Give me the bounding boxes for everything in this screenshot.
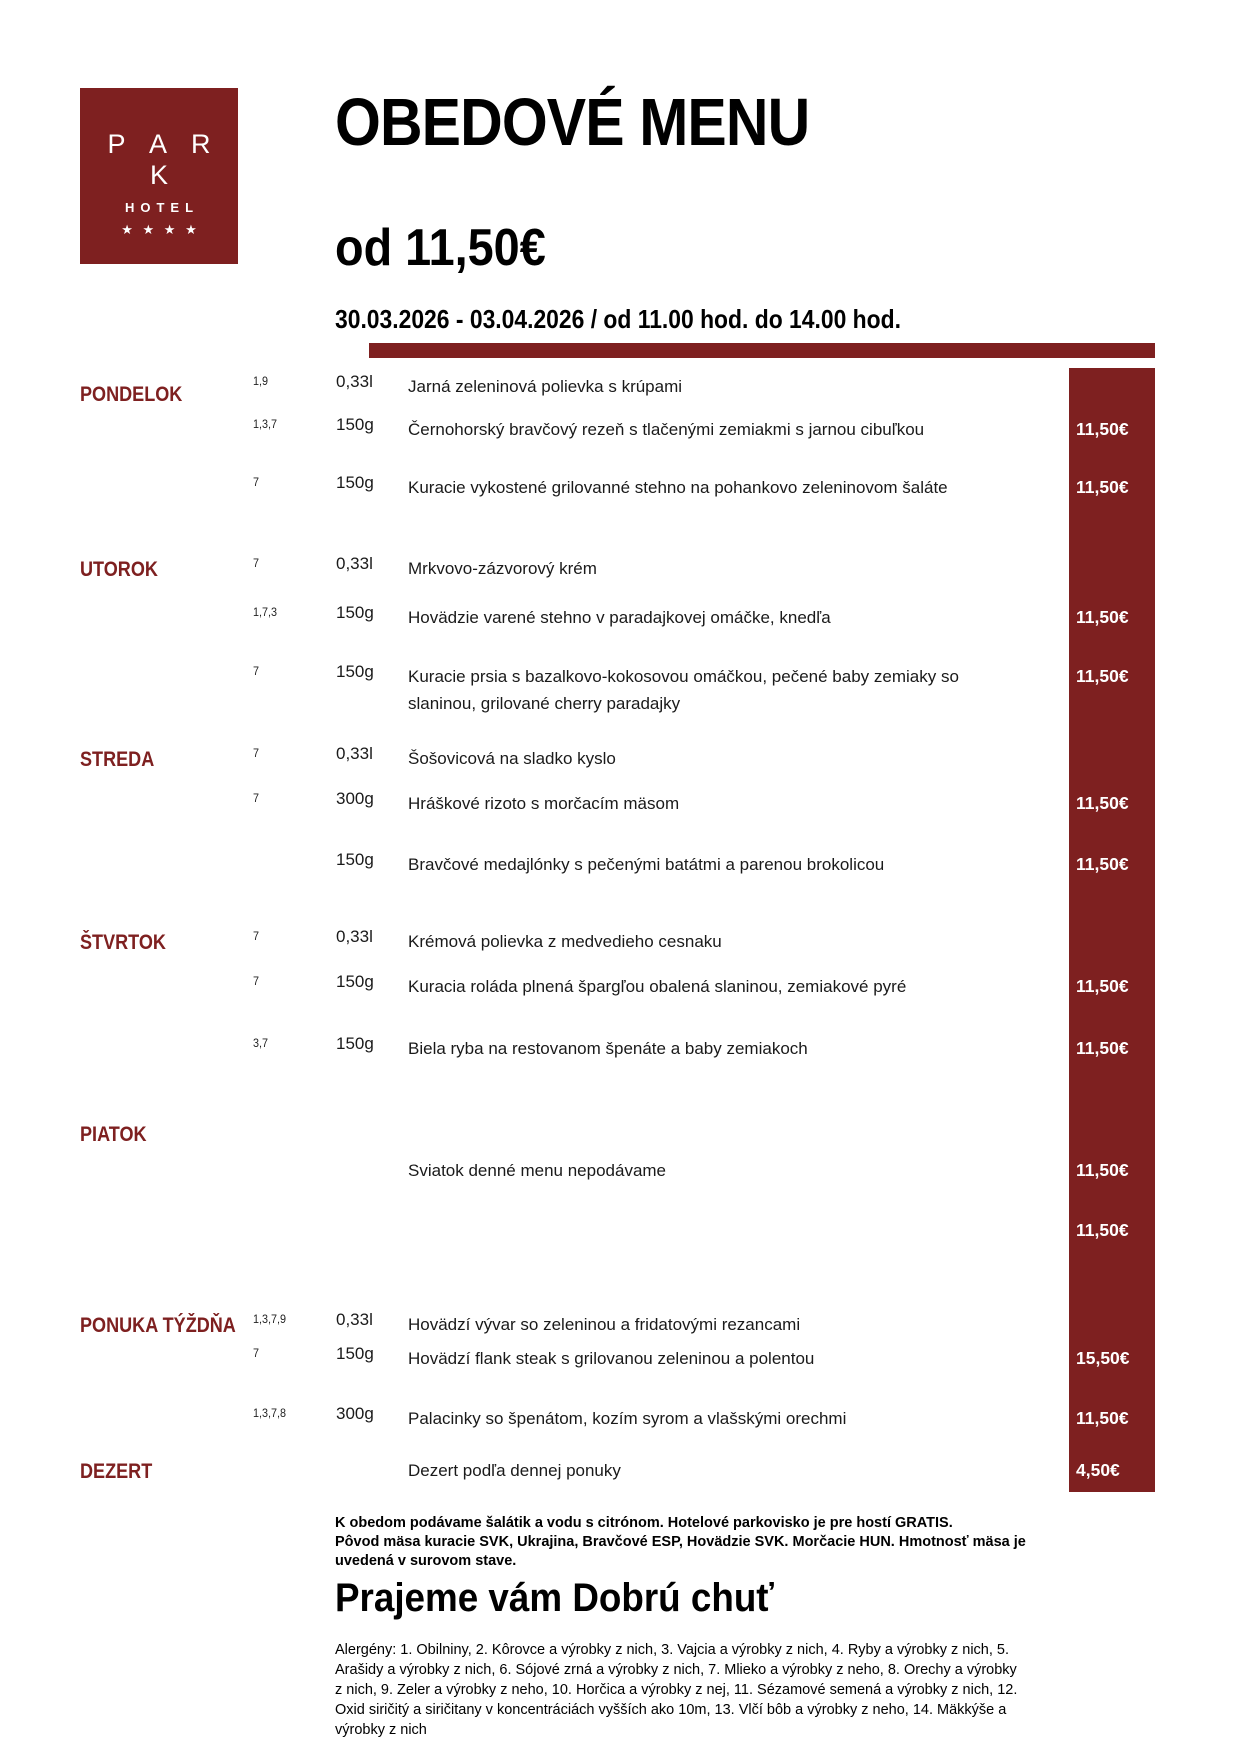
dish-description: Kuracie vykostené grilovanné stehno na pohankovo zeleninovom šaláte	[408, 478, 948, 497]
dish-price: 11,50€	[1076, 1220, 1129, 1240]
dish-price: 11,50€	[1076, 793, 1129, 813]
day-label: UTOROK	[80, 558, 158, 581]
page-title: OBEDOVÉ MENU	[335, 85, 810, 160]
allergen-codes: 7	[253, 746, 260, 760]
portion-size: 300g	[336, 789, 374, 808]
portion-size: 150g	[336, 972, 374, 991]
dish-description: Hráškové rizoto s morčacím mäsom	[408, 794, 680, 813]
portion-size: 0,33l	[336, 372, 373, 391]
portion-size: 150g	[336, 662, 374, 681]
allergen-codes: 3,7	[253, 1036, 269, 1050]
dish-price: 11,50€	[1076, 1160, 1129, 1180]
dish-description: Palacinky so špenátom, kozím syrom a vlašskými orechmi	[408, 1409, 847, 1428]
day-label: DEZERT	[80, 1460, 153, 1483]
allergen-legend: Alergény: 1. Obilniny, 2. Kôrovce a výrobky z nich, 3. Vajcia a výrobky z nich, 4. Ryby a výrobky z nich, 5. Arašidy a výrobky z nich, 6. Sójové zrná a výrobky z nich, 7. Mlieko a výrobky z neho, 8. Orechy a výrobky z nich, 9. Zeler a výrobky z neho, 10. Horčica a výrobky z nej, 11. Sézamové semená a výrobky z nich, 12. Oxid siričitý a siričitany v koncentráciách vyšších ako 10m, 13. Vlčí bôb a výrobky z neho, 14. Mäkkýše a výrobky z nich	[335, 1642, 1018, 1738]
dish-description: Černohorský bravčový rezeň s tlačenými zemiakmi s jarnou cibuľkou	[408, 420, 925, 439]
portion-size: 150g	[336, 415, 374, 434]
allergen-codes: 1,7,3	[253, 605, 278, 619]
price-from-subtitle: od 11,50€	[335, 219, 546, 277]
dish-price: 11,50€	[1076, 607, 1129, 627]
portion-size: 150g	[336, 1034, 374, 1053]
portion-size: 0,33l	[336, 1310, 373, 1329]
portion-size: 150g	[336, 850, 374, 869]
dish-description: Kuracia roláda plnená špargľou obalená slaninou, zemiakové pyré	[408, 977, 907, 996]
dish-price: 11,50€	[1076, 1408, 1129, 1428]
logo-stars-icon: ★ ★ ★ ★	[121, 222, 200, 237]
portion-size: 300g	[336, 1404, 374, 1423]
dish-description: Sviatok denné menu nepodávame	[408, 1161, 667, 1180]
dish-price: 11,50€	[1076, 477, 1129, 497]
allergen-codes: 7	[253, 475, 260, 489]
dish-description: Krémová polievka z medvedieho cesnaku	[408, 932, 722, 951]
dish-price: 11,50€	[1076, 976, 1129, 996]
farewell-heading: Prajeme vám Dobrú chuť	[335, 1576, 774, 1620]
allergen-codes: 1,3,7,8	[253, 1406, 287, 1420]
allergen-codes: 7	[253, 929, 260, 943]
day-label: PIATOK	[80, 1123, 147, 1146]
hotel-logo	[80, 88, 238, 264]
validity-date-range: 30.03.2026 - 03.04.2026 / od 11.00 hod. do 14.00 hod.	[335, 304, 901, 334]
allergen-codes: 7	[253, 556, 260, 570]
price-column-band	[1069, 368, 1155, 1492]
logo-hotel-name: P A R K	[107, 129, 220, 190]
dish-price: 11,50€	[1076, 1038, 1129, 1058]
dish-description: Biela ryba na restovanom špenáte a baby zemiakoch	[408, 1039, 808, 1058]
allergen-codes: 7	[253, 1346, 260, 1360]
dish-price: 11,50€	[1076, 666, 1129, 686]
dish-price: 11,50€	[1076, 854, 1129, 874]
dish-description: Šošovicová na sladko kyslo	[408, 749, 616, 768]
portion-size: 150g	[336, 1344, 374, 1363]
footer-note-lunch: K obedom podávame šalátik a vodu s citrónom. Hotelové parkovisko je pre hostí GRATIS.	[335, 1515, 953, 1531]
dish-description: Mrkvovo-zázvorový krém	[408, 559, 597, 578]
dish-description: Hovädzí flank steak s grilovanou zeleninou a polentou	[408, 1349, 815, 1368]
dish-description: Hovädzí vývar so zeleninou a fridatovými rezancami	[408, 1315, 801, 1334]
dish-description: Hovädzie varené stehno v paradajkovej omáčke, knedľa	[408, 608, 831, 627]
footer-note-origin: Pôvod mäsa kuracie SVK, Ukrajina, Bravčové ESP, Hovädzie SVK. Morčacie HUN. Hmotnosť mäsa je uvedená v surovom stave.	[335, 1534, 1026, 1569]
day-label: ŠTVRTOK	[80, 931, 166, 954]
dish-description: Jarná zeleninová polievka s krúpami	[408, 377, 683, 396]
portion-size: 0,33l	[336, 744, 373, 763]
allergen-codes: 7	[253, 791, 260, 805]
allergen-codes: 1,9	[253, 374, 269, 388]
dish-price: 4,50€	[1076, 1460, 1120, 1480]
dish-description: Dezert podľa dennej ponuky	[408, 1461, 621, 1480]
logo-hotel-sub: HOTEL	[124, 200, 200, 215]
allergen-codes: 1,3,7	[253, 417, 278, 431]
dish-description: Kuracie prsia s bazalkovo-kokosovou omáčkou, pečené baby zemiaky so slaninou, grilované cherry paradajky	[408, 667, 959, 713]
header-divider-bar	[369, 343, 1155, 358]
portion-size: 0,33l	[336, 927, 373, 946]
day-label: PONDELOK	[80, 383, 183, 406]
allergen-codes: 1,3,7,9	[253, 1312, 287, 1326]
allergen-codes: 7	[253, 664, 260, 678]
portion-size: 0,33l	[336, 554, 373, 573]
dish-price: 11,50€	[1076, 419, 1129, 439]
dish-description: Bravčové medajlónky s pečenými batátmi a parenou brokolicou	[408, 855, 885, 874]
portion-size: 150g	[336, 473, 374, 492]
day-label: PONUKA TÝŽDŇA	[80, 1314, 236, 1337]
day-label: STREDA	[80, 748, 155, 771]
portion-size: 150g	[336, 603, 374, 622]
allergen-codes: 7	[253, 974, 260, 988]
dish-price: 15,50€	[1076, 1348, 1130, 1368]
